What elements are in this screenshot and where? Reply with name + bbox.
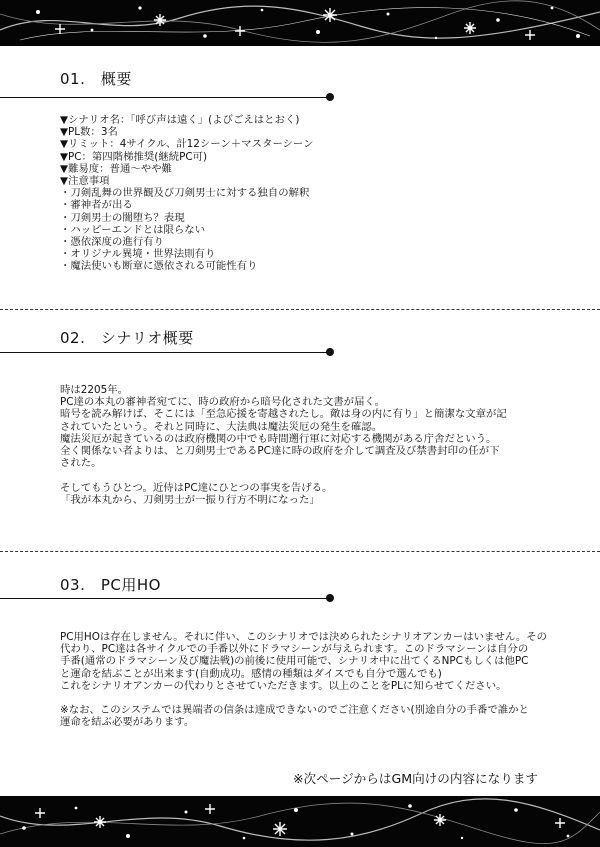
section-2-title: 02. シナリオ概要 [60,329,194,347]
floral-pattern-bottom [0,796,600,847]
section-2-line: そしてもうひとつ。近侍はPC達にひとつの事実を告げる。 [60,481,333,494]
section-2-line: 暗号を読み解けば、そこには「至急応援を寄越されたし。敵は身の内に有り」と簡潔な文章が記 [60,408,507,421]
top-decorative-banner [0,0,600,46]
bottom-decorative-banner [0,796,600,847]
section-1-title: 01. 概要 [60,70,132,88]
section-2-line: されていたという。それと同時に、大法典は魔法災厄の発生を確認。 [60,420,383,433]
paragraph-gap [60,469,507,481]
section-1-line: ・ハッピーエンドとは限らない [60,223,206,236]
section-2-line: PC達の本丸の審神者宛てに、時の政府から暗号化された文書が届く。 [60,396,386,409]
section-1-line: ▼リミット：4サイクル、計12シーン＋マスターシーン [60,138,314,151]
section-1-line: ▼PC：第四階梯推奨(継続PC可) [60,150,208,163]
section-3-rule [0,598,329,599]
section-3-line: PC用HOは存在しません。それに伴い、このシナリオでは決められたシナリオアンカーはいません。その [60,631,548,643]
rule-dot [326,93,334,101]
section-3-body [60,631,547,729]
section-2-line: 全く関係ない者よりは、と刀剣男士であるPC達に時の政府を介して調査及び禁書封印の任が下 [60,444,500,457]
section-2-body [60,384,507,506]
footer-note: ※次ページからはGM向けの内容になります [293,771,539,786]
section-1-line: ・審神者が出る [60,199,133,212]
rule-dot [326,594,334,602]
section-3-line: これをシナリオアンカーの代わりとさせていただきます。以上のことをPLに知らせてください。 [60,679,507,692]
section-divider [0,309,600,310]
floral-pattern-top [0,0,600,46]
paragraph-gap [60,692,547,704]
section-1-line: ・刀剣男士の闇堕ち？表現 [60,211,185,224]
section-3-line: 手番(通常のドラマシーン及び魔法戦)の前後に使用可能で、シナリオ中に出てくるNPCもしくは他PC [60,655,529,668]
section-1-line: ・憑依深度の進行有り [60,235,164,248]
section-3-line: 運命を結ぶ必要があります。 [60,716,195,729]
section-2-line: 「我が本丸から、刀剣男士が一振り行方不明になった」 [60,493,320,506]
section-2-line: 魔法災厄が起きているのは政府機関の中でも時間遡行軍に対応する機関がある庁舎だという。 [60,432,497,445]
section-1-line: ▼難易度：普通～やや難 [60,162,172,175]
section-1-line: ・魔法使いも断章に憑依される可能性有り [60,260,258,273]
section-2-line: 時は2205年。 [60,384,129,396]
section-1-line: ▼注意事項 [60,174,110,187]
rule-dot [326,348,334,356]
section-1-line: ▼シナリオ名：「呼び声は遠く」(よびごえはとおく) [60,114,300,126]
section-1-line: ・刀剣乱舞の世界観及び刀剣男士に対する独自の解釈 [60,187,310,200]
section-1-line: ▼PL数：3名 [60,126,118,139]
section-3-title: 03. PC用HO [60,576,161,594]
section-1-body [60,114,314,272]
section-2-line: された。 [60,457,102,470]
section-divider [0,551,600,552]
section-3-line: ※なお、このシステムでは異端者の信条は達成できないのでご注意ください(別途自分の手番で誰かと [60,704,529,717]
section-1-line: ・オリジナル異境・世界法則有り [60,248,216,261]
section-1-rule [0,97,329,98]
section-2-rule [0,352,329,353]
section-3-line: と運命を結ぶことが出来ます(自動成功。感情の種類はダイスでも自分で選んでも) [60,667,442,680]
section-3-line: 代わり、PC達は各サイクルでの手番以外にドラマシーンが与えられます。このドラマシーンは自分の [60,643,529,656]
